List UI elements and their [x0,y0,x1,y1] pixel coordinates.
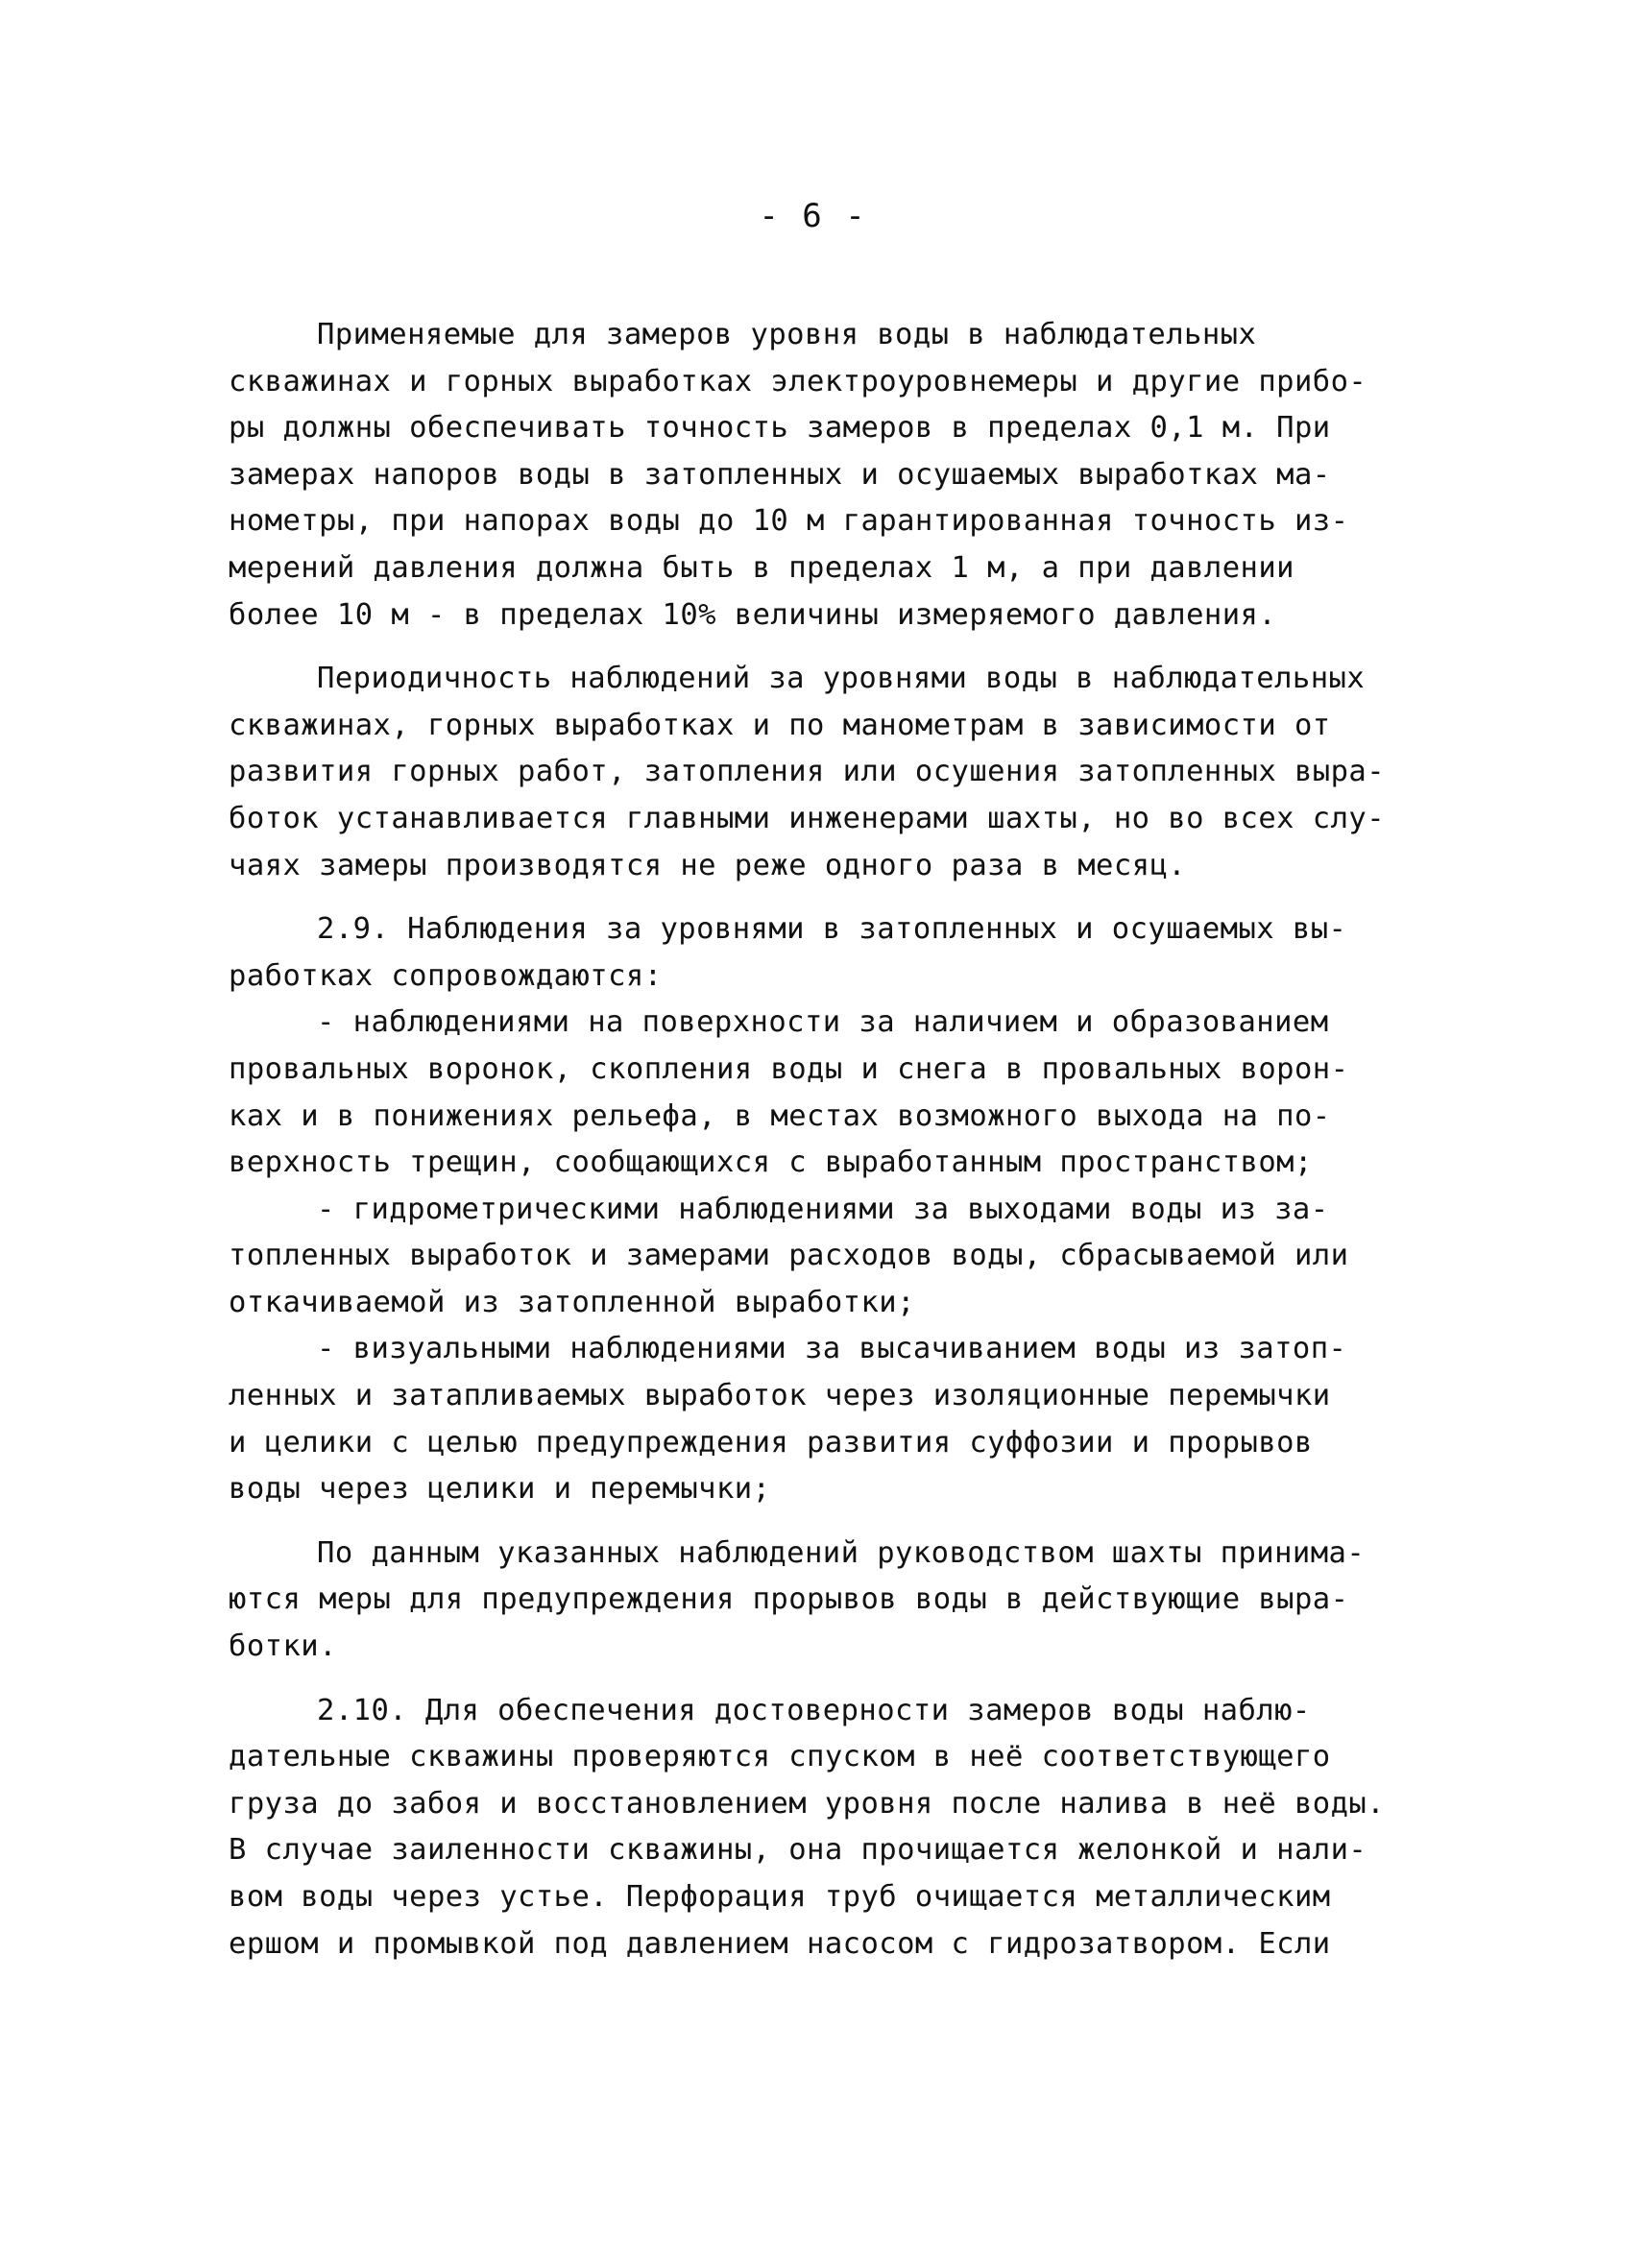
paragraph-section-2-9 [229,906,1410,1513]
paragraph-spacer [229,889,1410,906]
text-line: откачиваемой из затопленной выработки; [229,1285,915,1319]
list-item-line: - визуальными наблюдениями за высачиванием воды из затоп- [317,1332,1347,1366]
text-line: ершом и промывкой под давлением насосом с гидрозатвором. Если [229,1926,1331,1961]
list-item-line: - гидрометрическими наблюдениями за выходами воды из за- [317,1192,1329,1226]
text-line: воды через целики и перемычки; [229,1472,771,1507]
text-line: В случае заиленности скважины, она прочищается желонкой и нали- [229,1833,1367,1868]
text-line: и целики с целью предупреждения развития суффозии и прорывов [229,1425,1313,1460]
text-line: Периодичность наблюдений за уровнями воды в наблюдательных [317,662,1366,696]
paragraph-measurement-accuracy [229,312,1410,639]
text-line: ботки. [229,1629,337,1664]
text-line: 2.10. Для обеспечения достоверности замеров воды наблю- [317,1693,1311,1727]
paragraph-observation-frequency [229,656,1410,889]
paragraph-section-2-10 [229,1688,1410,1968]
text-line: ются меры для предупреждения прорывов воды в действующие выра- [229,1582,1349,1617]
text-line: чаях замеры производятся не реже одного раза в месяц. [229,848,1187,882]
text-line: Применяемые для замеров уровня воды в наблюдательных [317,318,1257,351]
text-line: замерах напоров воды в затопленных и осушаемых выработках ма- [229,457,1331,492]
text-line: провальных воронок, скопления воды и снега в провальных ворон- [229,1051,1349,1086]
paragraph-spacer [229,1513,1410,1531]
text-line: боток устанавливается главными инженерами шахты, но во всех слу- [229,801,1386,835]
document-body [229,312,1410,1967]
text-line: ленных и затапливаемых выработок через изоляционные перемычки [229,1379,1331,1413]
text-line: скважинах, горных выработках и по манометрам в зависимости от [229,708,1331,742]
text-line: 2.9. Наблюдения за уровнями в затопленных и осушаемых вы- [317,912,1347,947]
text-line: мерений давления должна быть в пределах 1 м, а при давлении [229,550,1294,585]
paragraph-spacer [229,1671,1410,1688]
text-line: топленных выработок и замерами расходов воды, сбрасываемой или [229,1239,1349,1273]
page-number: - 6 - [759,197,867,235]
text-line: более 10 м - в пределах 10% величины измеряемого давления. [229,597,1277,632]
text-line: работках сопровождаются: [229,958,663,993]
paragraph-spacer [229,639,1410,656]
paragraph-management-measures [229,1531,1410,1671]
text-line: груза до забоя и восстановлением уровня после налива в неё воды. [229,1786,1386,1821]
text-line: По данным указанных наблюдений руководством шахты принима- [317,1535,1366,1570]
text-line: ры должны обеспечивать точность замеров в пределах 0,1 м. При [229,411,1331,446]
text-line: скважинах и горных выработках электроуровнемеры и другие прибо- [229,364,1367,398]
text-line: нометры, при напорах воды до 10 м гарантированная точность из- [229,504,1349,539]
list-item-line: - наблюдениями на поверхности за наличием и образованием [317,1005,1329,1040]
text-line: ках и в понижениях рельефа, в местах возможного выхода на по- [229,1098,1331,1133]
text-line: развития горных работ, затопления или осушения затопленных выра- [229,755,1386,789]
text-line: дательные скважины проверяются спуском в неё соответствующего [229,1740,1331,1774]
text-line: вом воды через устье. Перфорация труб очищается металлическим [229,1880,1331,1914]
text-line: верхность трещин, сообщающихся с выработанным пространством; [229,1146,1313,1180]
